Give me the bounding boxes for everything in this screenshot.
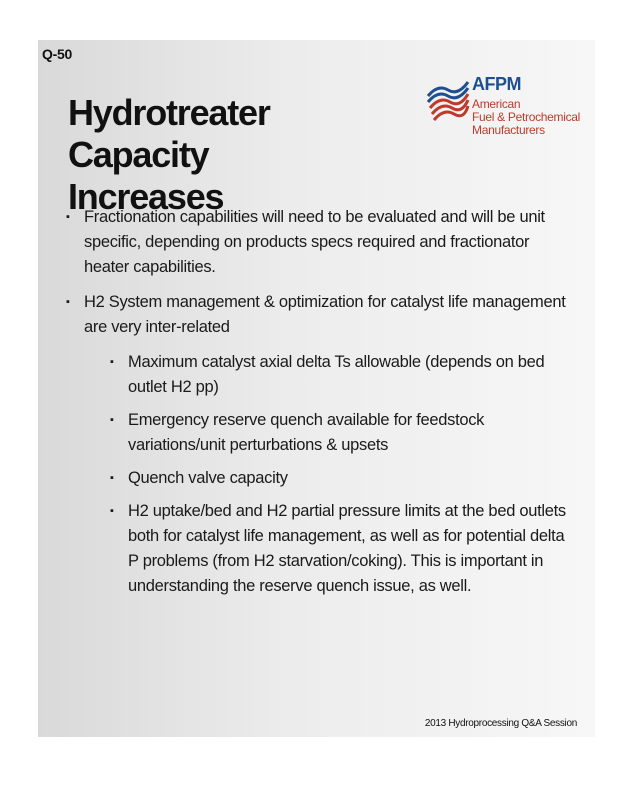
slide bbox=[38, 40, 595, 737]
sub-bullet-item: ▪ Quench valve capacity bbox=[84, 466, 576, 491]
logo-subtitle-1: American bbox=[472, 97, 521, 111]
bullet-text: Fractionation capabilities will need to be evaluated and will be unit specific, depending on products specs required and fractionator heater capabilities. bbox=[84, 208, 545, 276]
logo-subtitle-2: Fuel & Petrochemical bbox=[472, 110, 581, 124]
afpm-logo bbox=[424, 72, 581, 172]
bullet-list bbox=[66, 205, 576, 599]
sub-bullet-item: ▪ Emergency reserve quench available for feedstock variations/unit perturbations & upsets bbox=[84, 408, 576, 458]
bullet-item bbox=[66, 290, 576, 599]
bullet-item bbox=[66, 205, 576, 280]
logo-subtitle-3: Manufacturers bbox=[472, 123, 545, 137]
sub-bullet-item: ▪ H2 uptake/bed and H2 partial pressure limits at the bed outlets both for catalyst life management, as well as for potential delta P problems (from H2 starvation/coking). This is important in understanding the reserve quench issue, as well. bbox=[84, 499, 576, 599]
sub-bullet-item: ▪ Maximum catalyst axial delta Ts allowable (depends on bed outlet H2 pp) bbox=[84, 350, 576, 400]
slide-title-line-2: Increases bbox=[68, 176, 224, 217]
logo-brand: AFPM bbox=[472, 74, 521, 94]
footer-text: 2013 Hydroprocessing Q&A Session bbox=[424, 718, 577, 729]
question-number: Q-50 bbox=[42, 46, 72, 62]
afpm-flag-icon bbox=[424, 76, 470, 122]
bullet-text: H2 System management & optimization for catalyst life management are very inter-related bbox=[84, 293, 566, 336]
slide-title bbox=[68, 92, 408, 218]
slide-title-line-1: Hydrotreater Capacity bbox=[68, 92, 270, 175]
bullet-content bbox=[66, 205, 576, 609]
sub-bullet-list bbox=[84, 350, 576, 599]
